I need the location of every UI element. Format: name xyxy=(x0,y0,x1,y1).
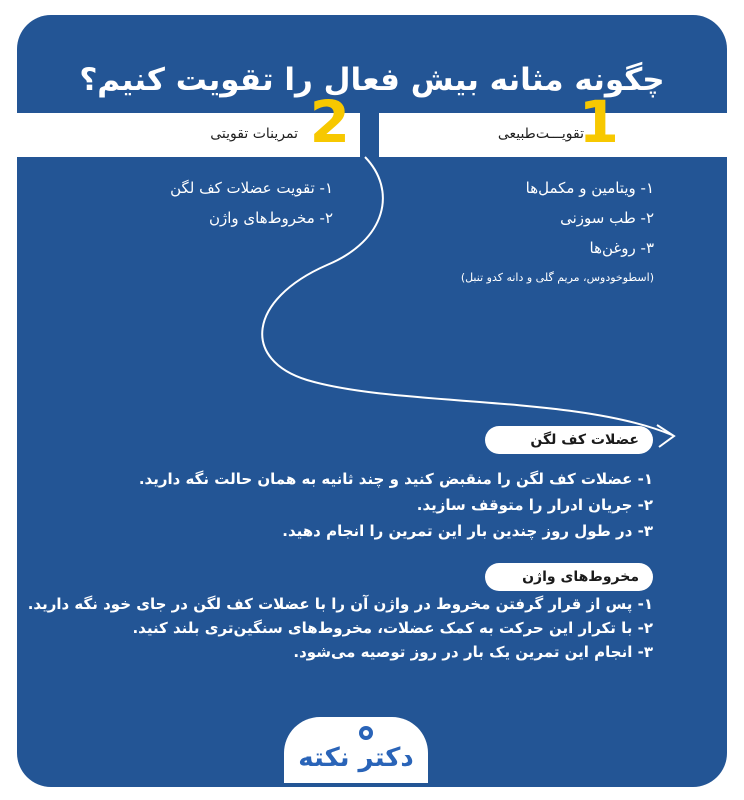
list-item: ۱- پس از قرار گرفتن مخروط در واژن آن را با عضلات کف لگن در جای خود نگه دارید. xyxy=(27,595,653,613)
list-item: ۱- ویتامین و مکمل‌ها xyxy=(525,179,654,197)
section-heading-vaginal-cones: مخروط‌های واژن xyxy=(485,563,653,591)
logo-drop-icon xyxy=(357,724,375,742)
list-item: ۲- مخروط‌های واژن xyxy=(208,209,333,227)
tab-exercise xyxy=(17,88,360,157)
list-item: ۲- طب سوزنی xyxy=(560,209,654,227)
list-item: ۲- با تکرار این حرکت به کمک عضلات، مخروط‌های سنگین‌تری بلند کنید. xyxy=(132,619,653,637)
infographic-card xyxy=(17,15,727,787)
tab-natural-label: تقویـــت‌طبیعی xyxy=(497,126,584,142)
tab-exercise-number: 2 xyxy=(309,88,350,156)
list-item: ۱- عضلات کف لگن را منقبض کنید و چند ثانیه به همان حالت نگه دارید. xyxy=(138,470,653,488)
brand-logo xyxy=(284,717,428,783)
tab-natural xyxy=(379,88,727,157)
pelvic-floor-steps xyxy=(139,470,653,548)
tab-exercise-label: تمرینات تقویتی xyxy=(210,126,298,142)
oils-note: (اسطوخودوس، مریم گلی و دانه کدو تنبل) xyxy=(460,271,654,284)
tab-natural-number: 1 xyxy=(578,88,619,156)
natural-list xyxy=(526,179,654,269)
exercise-list xyxy=(170,179,333,239)
list-item: ۳- در طول روز چندین بار این تمرین را انجام دهید. xyxy=(282,522,653,540)
logo-text: دکتر نکته xyxy=(298,743,414,773)
list-item: ۳- انجام این تمرین یک بار در روز توصیه می‌شود. xyxy=(293,643,653,661)
list-item: ۱- تقویت عضلات کف لگن xyxy=(170,179,333,197)
vaginal-cones-steps xyxy=(28,595,653,667)
list-item: ۲- جریان ادرار را متوقف سازید. xyxy=(416,496,653,514)
page-title: چگونه مثانه بیش فعال را تقویت کنیم؟ xyxy=(79,62,665,98)
list-item: ۳- روغن‌ها xyxy=(589,239,654,257)
section-heading-pelvic-floor: عضلات کف لگن xyxy=(485,426,653,454)
